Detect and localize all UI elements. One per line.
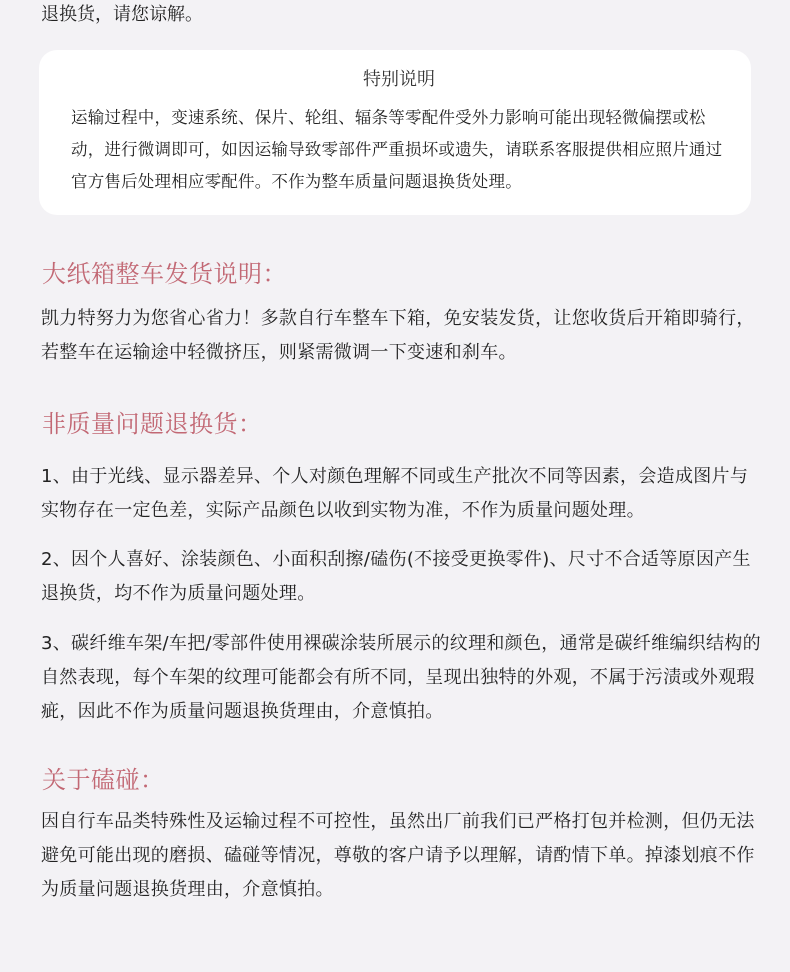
non-quality-item-1: 1、由于光线、显示器差异、个人对颜色理解不同或生产批次不同等因素，会造成图片与实物存在一定色差，实际产品颜色以收到实物为准，不作为质量问题处理。 (41, 466, 749, 521)
non-quality-heading: 非质量问题退换货： (42, 410, 263, 438)
notice-body: 运输过程中，变速系统、保片、轮组、辐条等零配件受外力影响可能出现轻微偏摆或松动，进行微调即可，如因运输导致零部件严重损坏或遗失，请联系客服提供相应照片通过官方售后处理相应零配件。不作为整车质量问题退换货处理。 (71, 108, 723, 191)
intro-tail-text: 退换货，请您谅解。 (41, 4, 203, 25)
special-notice-card (39, 50, 751, 215)
bump-heading: 关于磕碰： (42, 766, 165, 794)
non-quality-item-3: 3、碳纤维车架/车把/零部件使用裸碳涂装所展示的纹理和颜色，通常是碳纤维编织结构的自然表现，每个车架的纹理可能都会有所不同，呈现出独特的外观，不属于污渍或外观瑕疵，因此不作为质量问题退换货理由，介意慎拍。 (41, 633, 761, 722)
notice-title: 特别说明 (363, 69, 435, 90)
non-quality-item-2: 2、因个人喜好、涂装颜色、小面积刮擦/磕伤(不接受更换零件)、尺寸不合适等原因产生退换货，均不作为质量问题处理。 (41, 549, 751, 604)
shipping-paragraph: 凯力特努力为您省心省力！多款自行车整车下箱，免安装发货，让您收货后开箱即骑行，若整车在运输途中轻微挤压，则紧需微调一下变速和刹车。 (41, 308, 755, 363)
bump-paragraph: 因自行车品类特殊性及运输过程不可控性，虽然出厂前我们已严格打包并检测，但仍无法避免可能出现的磨损、磕碰等情况，尊敬的客户请予以理解，请酌情下单。掉漆划痕不作为质量问题退换货理由，介意慎拍。 (41, 811, 755, 900)
shipping-heading: 大纸箱整车发货说明： (42, 260, 287, 288)
